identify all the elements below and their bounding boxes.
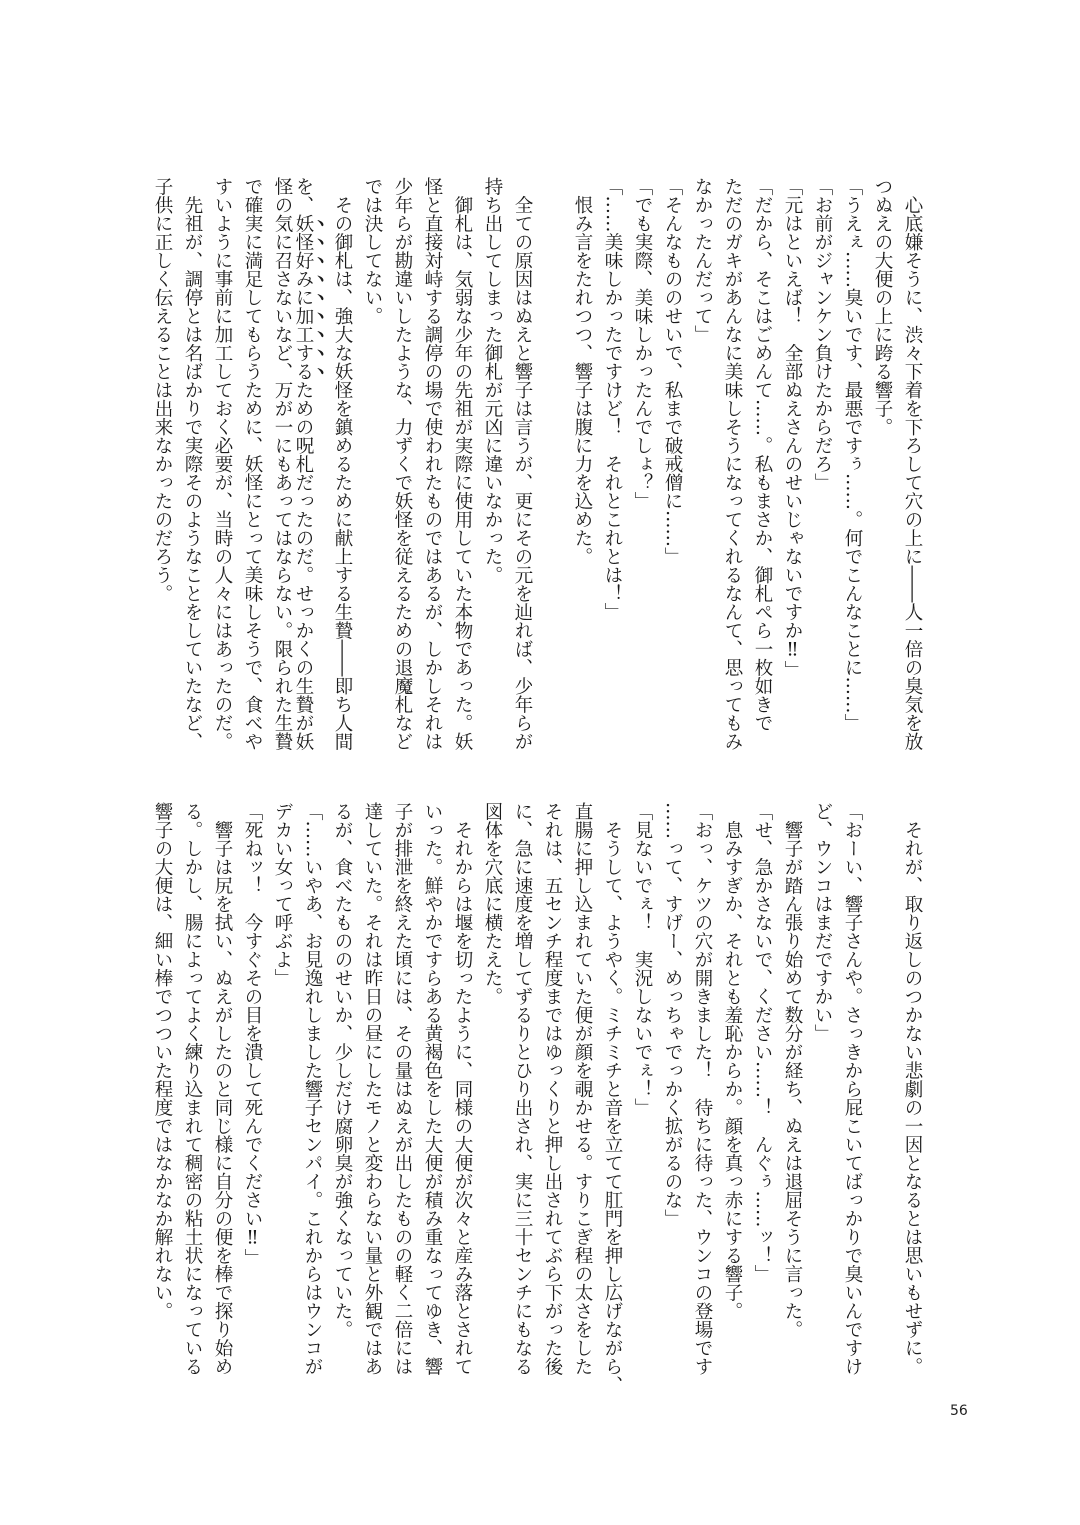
text-column: 怪と直接対峙する調停の場で使われたものではあるが、しかしそれは — [422, 177, 443, 751]
text-column: すいように事前に加工しておく必要が、当時の人々にはあったのだ。 — [212, 177, 233, 751]
lower-text-block — [147, 802, 927, 1394]
text-column: で確実に満足してもらうために、妖怪にとって美味しそうで、食べや — [242, 177, 263, 751]
text-column: 「せ、急かさないで、ください……！ んぐぅ……ッ！」 — [752, 802, 773, 1283]
text-column: 少年らが勘違いしたような、力ずくで妖怪を従えるための退魔札など — [392, 177, 413, 751]
text-column: いった。鮮やかですらある黄褐色をした大便が積み重なってゆき、響 — [422, 802, 443, 1376]
text-column: 「……いやあ、お見逸れしました響子センパイ。これからはウンコが — [302, 802, 323, 1376]
text-column: ど、ウンコはまだですかい」 — [812, 802, 833, 1043]
text-column: ……って、すげー、めっちゃでっかく拡がるのな」 — [662, 802, 683, 1228]
text-column: 「見ないでぇ！ 実況しないでぇ！」 — [632, 802, 653, 1117]
text-column: ただのガキがあんなに美味しそうになってくれるなんて、思ってもみ — [722, 177, 743, 751]
text-column: それが、取り返しのつかない悲劇の一因となるとは思いもせずに。 — [902, 802, 923, 1376]
text-column: では決してない。 — [362, 177, 383, 325]
text-column: 「おーい、響子さんや。さっきから屁こいてばっかりで臭いんですけ — [842, 802, 863, 1376]
text-column: 「死ねッ！ 今すぐその目を潰して死んでください‼」 — [242, 802, 263, 1267]
text-column: 「うえぇ……臭いです、最悪ですぅ……。何でこんなことに……」 — [842, 177, 863, 732]
text-column: 子供に正しく伝えることは出来なかったのだろう。 — [152, 177, 173, 603]
text-column: 怪の気に召さないなど、万が一にもあってはならない。限られた生贄 — [272, 177, 293, 751]
text-column: 恨み言をたれつつ、響子は腹に力を込めた。 — [572, 177, 593, 566]
text-column: る。しかし、腸によってよく練り込まれて稠密の粘土状になっている — [182, 802, 203, 1376]
text-column: 図体を穴底に横たえた。 — [482, 802, 503, 1006]
text-segment: ための呪札だったのだ。せっかくの生贄が妖 — [293, 380, 314, 751]
text-column: 「お前がジャンケン負けたからだろ」 — [812, 177, 833, 492]
text-column: 全ての原因はぬえと響子は言うが、更にその元を辿れば、少年らが — [512, 177, 533, 751]
text-column: 子が排泄を終えた頃には、その量はぬえが出したものの軽く二倍には — [392, 802, 413, 1376]
text-column: 「そんなもののせいで、私まで破戒僧に……」 — [662, 177, 683, 566]
text-column: 持ち出してしまった御札が元凶に違いなかった。 — [482, 177, 503, 584]
text-column: なかったんだって」 — [692, 177, 713, 344]
text-column: 「おっ、ケツの穴が開きました！ 待ちに待った、ウンコの登場です — [692, 802, 713, 1376]
text-column: つぬえの大便の上に跨る響子。 — [872, 177, 893, 436]
text-segment: を、 — [293, 177, 314, 214]
text-column: その御札は、強大な妖怪を鎮めるために献上する生贄――即ち人間 — [332, 177, 353, 751]
page-number: 56 — [950, 1403, 968, 1419]
text-column: 「元はといえば！ 全部ぬえさんのせいじゃないですか‼」 — [782, 177, 803, 679]
upper-text-block — [147, 177, 927, 753]
text-column: 響子が踏ん張り始めて数分が経ち、ぬえは退屈そうに言った。 — [782, 802, 803, 1339]
text-column: 御札は、気弱な少年の先祖が実際に使用していた本物であった。妖 — [452, 177, 473, 751]
text-column: 「……美味しかったですけど！ それとこれとは！」 — [602, 177, 623, 621]
text-column — [537, 177, 567, 753]
text-column: 息みすぎか、それとも羞恥からか。顔を真っ赤にする響子。 — [722, 802, 743, 1320]
text-column: 「だから、そこはごめんて……。私もまさか、御札ぺら一枚如きで — [752, 177, 773, 732]
text-column: 響子は尻を拭い、ぬえがしたのと同じ様に自分の便を棒で探り始め — [212, 802, 233, 1376]
text-column: るが、食べたもののせいか、少しだけ腐卵臭が強くなっていた。 — [332, 802, 353, 1339]
text-column: 心底嫌そうに、渋々下着を下ろして穴の上に――人一倍の臭気を放 — [902, 177, 923, 751]
text-column — [867, 802, 897, 1378]
text-column: 響子の大便は、細い棒でつついた程度ではなかなか解れない。 — [152, 802, 173, 1320]
text-column: 先祖が、調停とは名ばかりで実際そのようなことをしていたなど、 — [182, 177, 203, 751]
text-column: に、急に速度を増してずるりとひり出され、実に三十センチにもなる — [512, 802, 533, 1376]
text-column: 達していた。それは昨日の昼にしたモノと変わらない量と外観ではあ — [362, 802, 383, 1376]
text-column — [293, 177, 327, 753]
emphasized-text: 妖怪好みに加工する — [293, 214, 314, 381]
text-column: 「でも実際、美味しかったんでしょ？」 — [632, 177, 653, 510]
text-column: デカい女って呼ぶよ」 — [272, 802, 293, 987]
text-column: それからは堰を切ったように、同様の大便が次々と産み落とされて — [452, 802, 473, 1376]
text-column: そうして、ようやく。ミチミチと音を立てて肛門を押し広げながら、 — [602, 802, 623, 1394]
text-column: それは、五センチ程度まではゆっくりと押し出されてぶら下がった後 — [542, 802, 563, 1376]
text-column: 直腸に押し込まれていた便が顔を覗かせる。すりこぎ程の太さをした — [572, 802, 593, 1376]
